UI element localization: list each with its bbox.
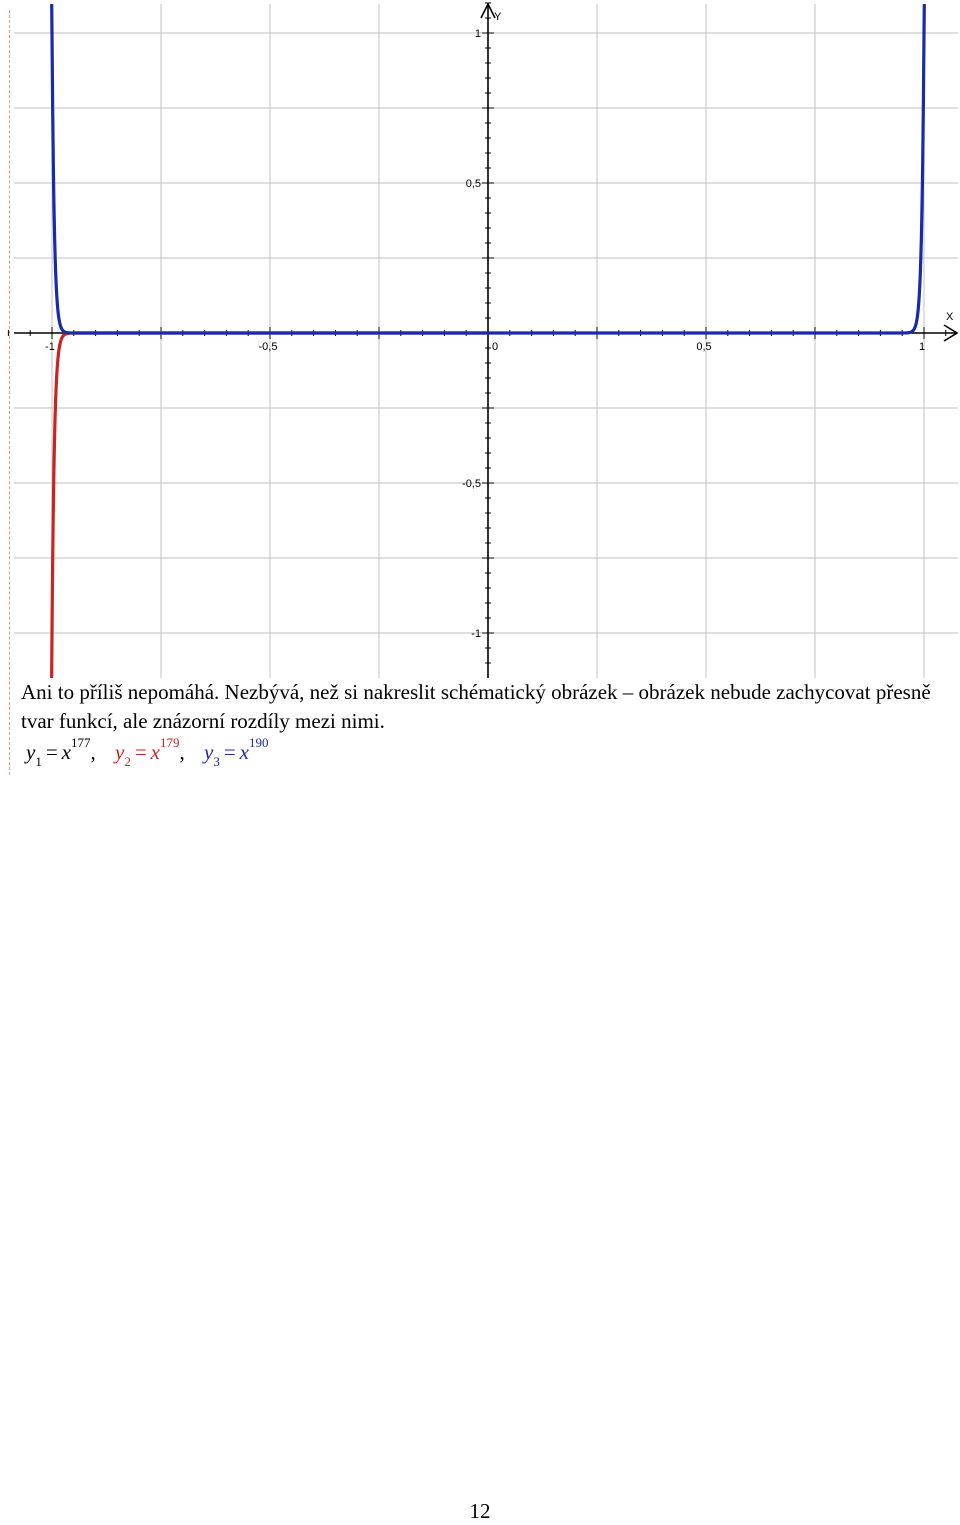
grid — [14, 4, 958, 678]
x-tick-label: 0,5 — [696, 341, 712, 353]
x-tick-label: -0,5 — [258, 341, 278, 353]
formula-y1: $y_1 = x^{177}$, — [26, 735, 96, 769]
formula-y3: $y_3 = x^{190}$ — [204, 735, 269, 769]
x-tick-label: 0 — [492, 341, 499, 353]
y-tick-label: 0,5 — [465, 178, 481, 190]
formula-y2: $y_2 = x^{179}$, — [115, 735, 185, 769]
y-tick-label: -1 — [471, 628, 481, 640]
function-graph — [0, 0, 960, 678]
x-axis-label: X — [946, 311, 954, 323]
curve-red-x179 — [48, 333, 488, 678]
y-tick-label: -0,5 — [462, 478, 481, 490]
function-formulas — [26, 735, 269, 769]
page-number: 12 — [469, 1499, 491, 1523]
y-tick-label: 1 — [474, 28, 481, 40]
y-axis-label: Y — [494, 11, 502, 23]
x-tick-label: 1 — [918, 341, 926, 353]
explanation-paragraph: Ani to příliš nepomáhá. Nezbývá, než si nakreslit schématický obrázek – obrázek nebude zachycovat přesně tvar funkcí, ale znázorní rozdíly mezi nimi. — [21, 680, 931, 733]
axes — [8, 3, 960, 678]
x-tick-label: -1 — [45, 341, 55, 353]
